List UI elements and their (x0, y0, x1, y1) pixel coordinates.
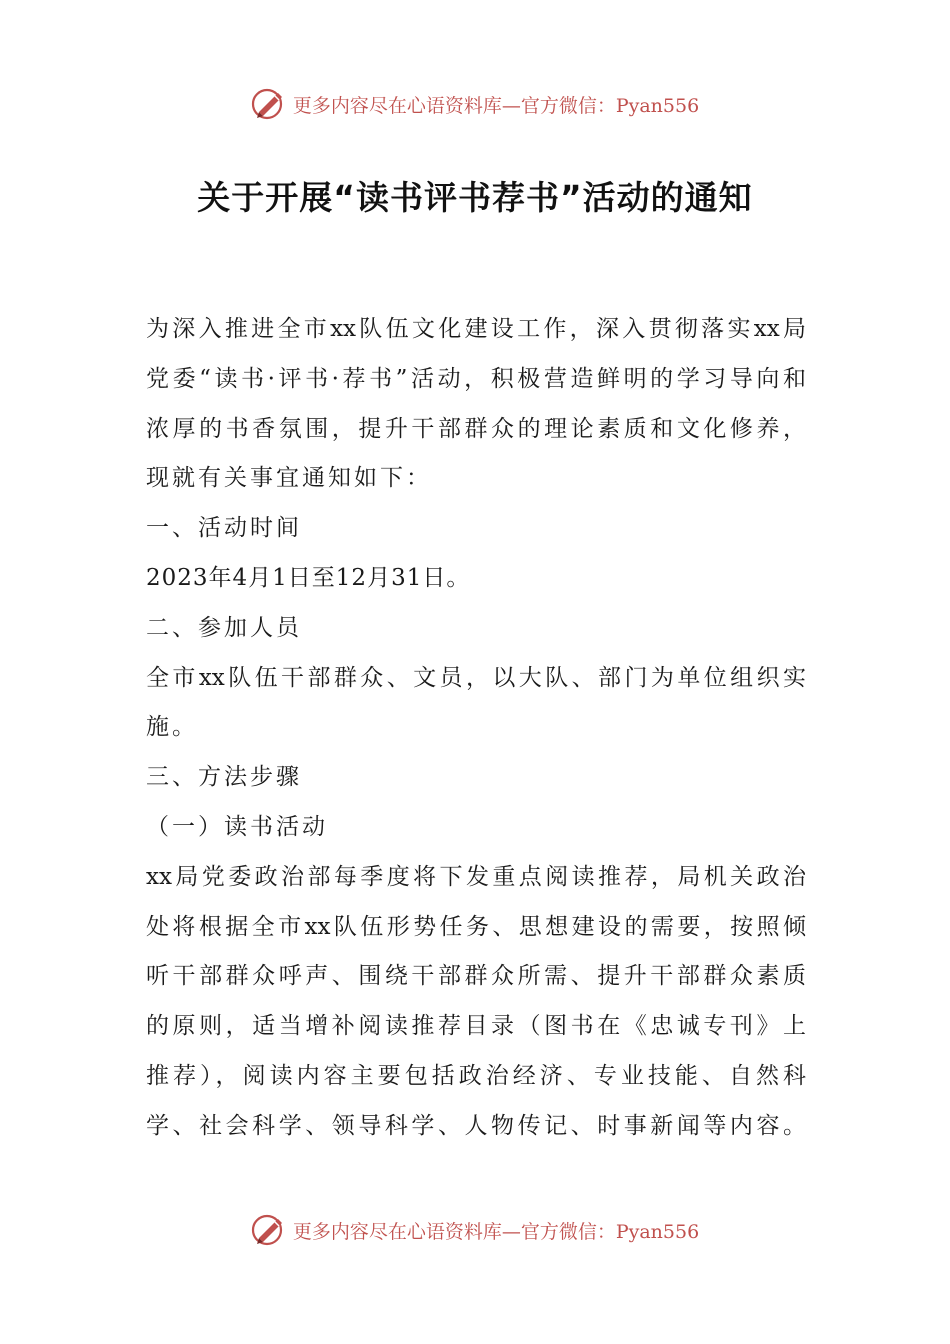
document-body (146, 305, 806, 1152)
paragraph-line: 二、参加人员 (146, 614, 302, 641)
paragraph-line: 听干部群众呼声、围绕干部群众所需、提升干部群众素质 (146, 963, 806, 990)
pen-circle-icon (251, 86, 287, 122)
paragraph-line: 三、方法步骤 (146, 764, 302, 791)
paragraph-line: （一）读书活动 (146, 813, 328, 840)
paragraph-line: 为深入推进全市xx队伍文化建设工作，深入贯彻落实xx局 (146, 316, 806, 342)
paragraph-line: 全市xx队伍干部群众、文员，以大队、部门为单位组织实 (146, 664, 806, 691)
watermark-text: 更多内容尽在心语资料库—官方微信：Pyan556 (292, 94, 700, 117)
paragraph-line: 浓厚的书香氛围，提升干部群众的理论素质和文化修养， (146, 415, 806, 442)
paragraph-line: 推荐），阅读内容主要包括政治经济、专业技能、自然科 (146, 1062, 806, 1089)
paragraph-line: 的原则，适当增补阅读推荐目录（图书在《忠诚专刊》上 (146, 1013, 806, 1040)
paragraph-line: 处将根据全市xx队伍形势任务、思想建设的需要，按照倾 (146, 913, 806, 940)
paragraph-line: xx局党委政治部每季度将下发重点阅读推荐，局机关政治 (146, 863, 806, 890)
watermark-header (0, 86, 950, 122)
page-title: 关于开展“读书评书荐书”活动的通知 (197, 178, 753, 217)
pen-circle-icon (251, 1212, 287, 1248)
paragraph-line: 党委“读书·评书·荐书”活动，积极营造鲜明的学习导向和 (146, 365, 806, 392)
paragraph-line: 现就有关事宜通知如下： (146, 465, 432, 492)
paragraph-line: 学、社会科学、领导科学、人物传记、时事新闻等内容。 (146, 1112, 806, 1139)
paragraph-line: 一、活动时间 (146, 515, 302, 542)
paragraph-line: 2023年4月1日至12月31日。 (146, 564, 471, 591)
watermark-footer (0, 1212, 950, 1248)
watermark-text: 更多内容尽在心语资料库—官方微信：Pyan556 (292, 1220, 700, 1243)
paragraph-line: 施。 (146, 714, 198, 741)
